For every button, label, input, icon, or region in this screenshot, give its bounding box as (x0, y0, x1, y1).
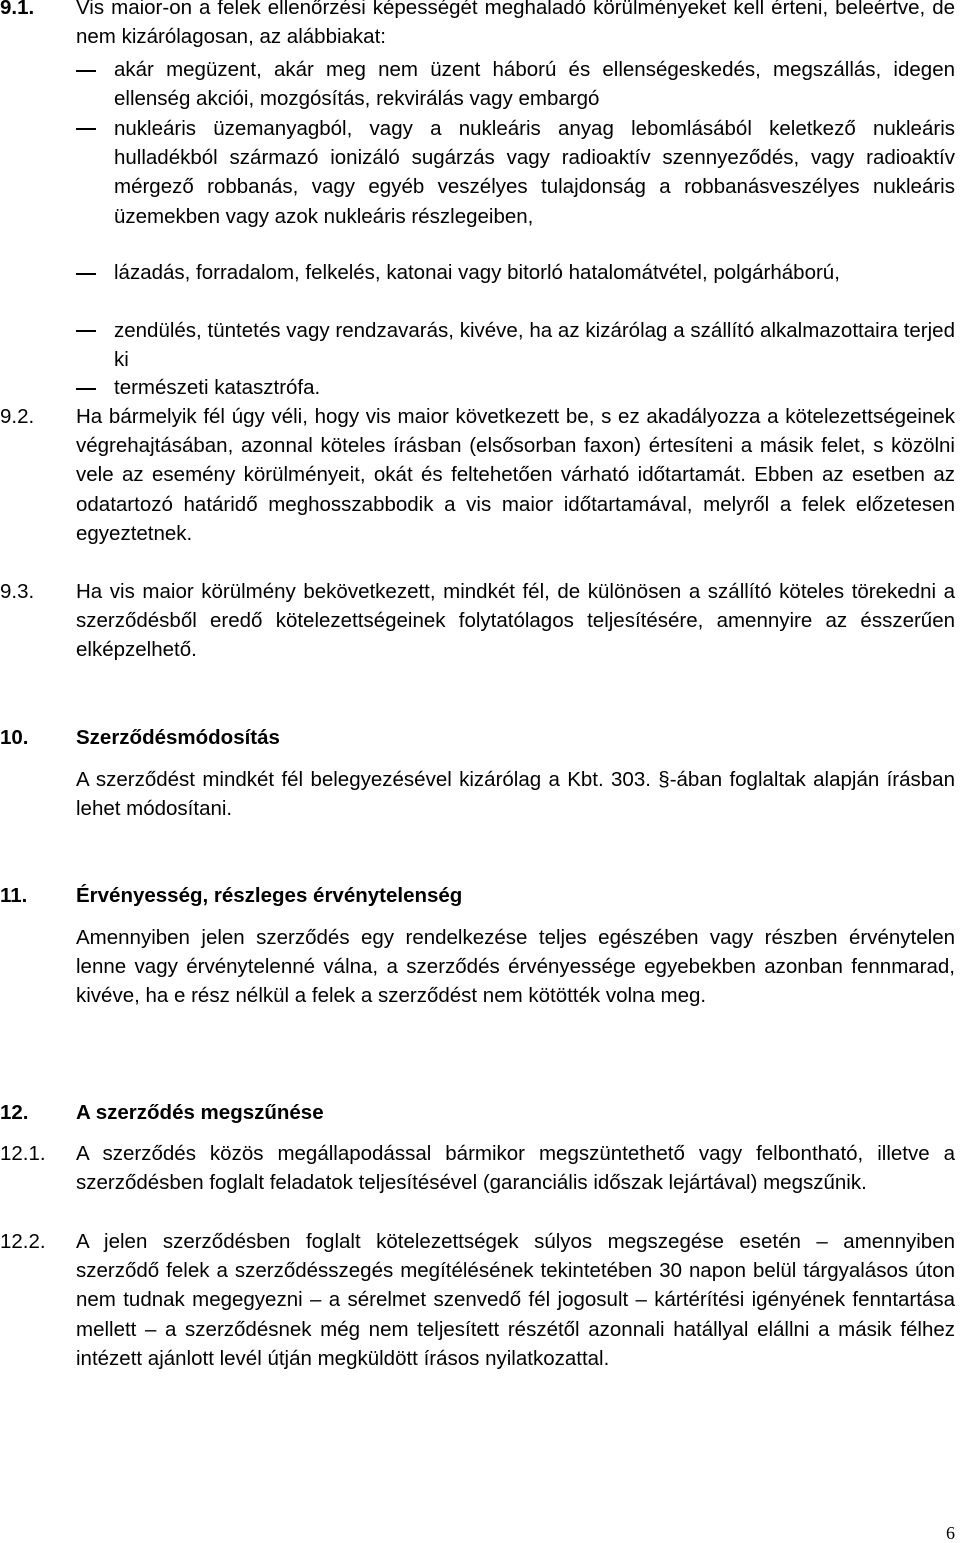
section-9-3-text: Ha vis maior körülmény bekövetkezett, mindkét fél, de különösen a szállító köteles törekedni a szerződésből eredő kötelezettségeinek folytatólagos teljesítésére, amennyire az ésszerűen elképzelhető. (76, 580, 955, 662)
section-9-2-text: Ha bármelyik fél úgy véli, hogy vis maior következett be, s ez akadályozza a kötelezettségeinek végrehajtásában, azonnal köteles írásban (elsősorban faxon) értesíteni a másik felet, s közölni vele az esemény körülményeit, okát és feltehetően várható időtartamát. Ebben az esetben az odatartozó határidő meghosszabbodik a vis maior időtartamával, melyről a felek előzetesen egyeztetnek. (76, 405, 955, 545)
section-9-1-intro: Vis maior-on a felek ellenőrzési képességét meghaladó körülményeket kell érteni, beleértve, de nem kizárólagosan, az alábbiakat: (76, 0, 955, 49)
section-9-1-bullet-3: lázadás, forradalom, felkelés, katonai vagy bitorló hatalomátvétel, polgárháború, (114, 261, 840, 284)
section-10-title: Szerződésmódosítás (76, 726, 280, 749)
section-9-1-bullet-5: természeti katasztrófa. (114, 376, 321, 399)
section-number-12-2: 12.2. (0, 1230, 46, 1253)
section-number-11: 11. (0, 884, 28, 907)
section-9-1-bullet-4: zendülés, tüntetés vagy rendzavarás, kivéve, ha az kizárólag a szállító alkalmazottaira terjed ki (114, 319, 955, 372)
section-number-9-1: 9.1. (0, 0, 35, 19)
bullet-dash-5 (76, 388, 96, 390)
bullet-dash-1 (76, 70, 96, 72)
page-number: 6 (946, 1523, 955, 1543)
section-number-12-1: 12.1. (0, 1142, 46, 1165)
section-10-text-prefix: A szerződést mindkét fél belegyezésével kizárólag a Kbt. 303. (76, 768, 651, 791)
bullet-dash-3 (76, 273, 96, 275)
section-number-10: 10. (0, 726, 29, 749)
section-11-text: Amennyiben jelen szerződés egy rendelkezése teljes egészében vagy részben érvénytelen lenne vagy érvénytelenné válna, a szerződés érvényessége egyebekben azonban fennmarad, kivéve, ha e rész nélkül a felek a szerződést nem kötötték volna meg. (76, 926, 955, 1008)
section-11-title: Érvényesség, részleges érvénytelenség (76, 884, 463, 907)
section-12-title: A szerződés megszűnése (76, 1101, 324, 1124)
section-9-1-bullet-2: nukleáris üzemanyagból, vagy a nukleáris anyag lebomlásából keletkező nukleáris hulladékból származó ionizáló sugárzás vagy radioaktív szennyeződés, vagy radioaktív mérgező robbanás, vagy egyéb veszélyes tulajdonság a robbanásveszélyes nukleáris üzemekben vagy azok nukleáris részlegeiben, (114, 117, 955, 228)
section-12-1-text: A szerződés közös megállapodással bármikor megszüntethető vagy felbontható, illetve a szerződésben foglalt feladatok teljesítésével (garanciális időszak lejártával) megszűnik. (76, 1142, 955, 1195)
section-number-9-3: 9.3. (0, 580, 35, 603)
section-10-text (76, 765, 955, 823)
section-number-9-2: 9.2. (0, 405, 35, 428)
paragraph-symbol: § (658, 768, 670, 791)
section-12-2-text: A jelen szerződésben foglalt kötelezettségek súlyos megszegése esetén – amennyiben szerződő felek a szerződésszegés megítélésének tekintetében 30 napon belül tárgyalásos úton nem tudnak megegyezni – a sérelmet szenvedő fél jogosult – kártérítési igényének fenntartása mellett – a szerződésnek még nem teljesített részétől azonnali hatállyal elállni a másik félhez intézett ajánlott levél útján megküldött írásos nyilatkozattal. (76, 1230, 955, 1370)
section-10-text-suffix: -ában foglaltak alapján írásban lehet módosítani. (76, 768, 955, 821)
section-number-12: 12. (0, 1101, 29, 1124)
bullet-dash-4 (76, 330, 96, 332)
section-9-1-bullet-1: akár megüzent, akár meg nem üzent háború és ellenségeskedés, megszállás, idegen ellenség akciói, mozgósítás, rekvirálás vagy embargó (114, 58, 955, 111)
bullet-dash-2 (76, 128, 96, 130)
